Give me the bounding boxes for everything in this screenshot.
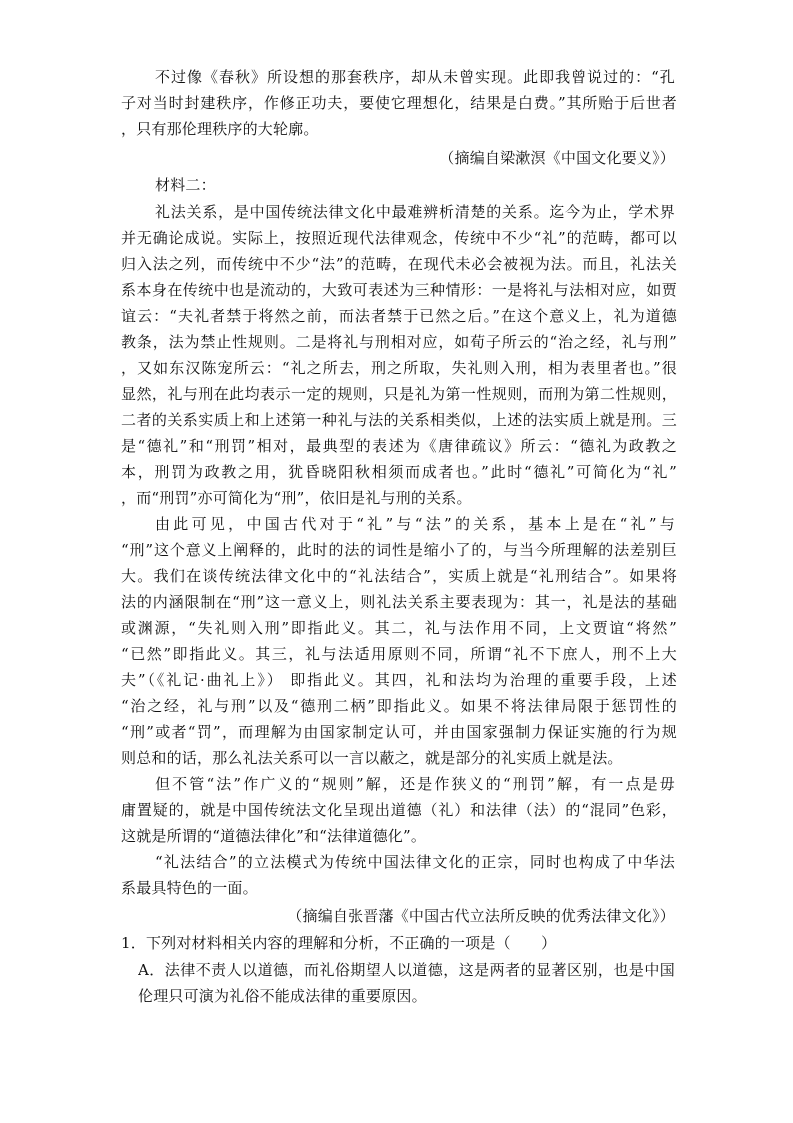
paragraph-line-4: 礼法关系，是中国传统法律文化中最难辨析清楚的关系。迄今为止，学术界 [155, 203, 675, 221]
paragraph-line-20: 或渊源，“失礼则入刑”即指此义。其二，礼与法作用不同，上文贾谊“将然” [121, 619, 677, 637]
paragraph-line-3: ，只有那伦理秩序的大轮廓。 [121, 120, 319, 138]
section-heading-material-two: 材料二： [155, 176, 216, 194]
paragraph-line-21: “已然”即指此义。其三，礼与法适用原则不同，所谓“礼不下庶人，刑不上大 [121, 645, 677, 663]
paragraph-line-7: 系本身在传统中也是流动的，大致可表述为三种情形：一是将礼与法相对应，如贾 [121, 281, 677, 299]
paragraph-line-1: 不过像《春秋》所设想的那套秩序，却从未曾实现。此即我曾说过的：“孔 [155, 68, 675, 86]
paragraph-line-22: 夫”（《礼记·曲礼上》） 即指此义。其四，礼和法均为治理的重要手段，上述 [121, 671, 677, 689]
paragraph-line-15: ，而“刑罚”亦可简化为“刑”，依旧是礼与刑的关系。 [121, 489, 472, 507]
paragraph-line-29: “礼法结合”的立法模式为传统中国法律文化的正宗，同时也构成了中华法 [155, 853, 675, 871]
paragraph-line-6: 归入法之列，而传统中不少“法”的范畴，在现代未必会被视为法。而且，礼法关 [121, 255, 677, 273]
question-1-option-a-line-1: A．法律不责人以道德，而礼俗期望人以道德，这是两者的显著区别，也是中国 [138, 961, 675, 979]
paragraph-line-16: 由此可见，中国古代对于“礼”与“法”的关系，基本上是在“礼”与 [155, 515, 675, 533]
paragraph-line-11: 显然，礼与刑在此均表示一定的规则，只是礼为第一性规则，而刑为第二性规则， [121, 385, 677, 403]
paragraph-line-14: 本，刑罚为政教之用，犹昏晓阳秋相须而成者也。”此时“德礼”可简化为“礼” [121, 463, 677, 481]
paragraph-line-10: ，又如东汉陈宠所云：“礼之所去，刑之所取，失礼则入刑，相为表里者也。”很 [121, 359, 677, 377]
paragraph-line-25: 则总和的话，那么礼法关系可以一言以蔽之，就是部分的礼实质上就是法。 [121, 749, 623, 767]
question-1-option-a-line-2: 伦理只可演为礼俗不能成法律的重要原因。 [138, 987, 427, 1005]
paragraph-line-19: 法的内涵限制在“刑”这一意义上，则礼法关系主要表现为：其一，礼是法的基础 [121, 593, 677, 611]
paragraph-line-18: 大。我们在谈传统法律文化中的“礼法结合”，实质上就是“礼刑结合”。如果将 [121, 567, 677, 585]
paragraph-line-9: 教条，法为禁止性规则。二是将礼与刑相对应，如荀子所云的“治之经，礼与刑” [121, 333, 677, 351]
paragraph-line-28: 这就是所谓的“道德法律化”和“法律道德化”。 [121, 827, 427, 845]
paragraph-line-23: “治之经，礼与刑”以及“德刑二柄”即指此义。如果不将法律局限于惩罚性的 [121, 697, 677, 715]
source-citation-1: （摘编自梁漱溟《中国文化要义》） [439, 149, 675, 167]
paragraph-line-12: 二者的关系实质上和上述第一种礼与法的关系相类似，上述的法实质上就是刑。三 [121, 411, 677, 429]
paragraph-line-30: 系最具特色的一面。 [121, 879, 258, 897]
paragraph-line-17: “刑”这个意义上阐释的，此时的法的词性是缩小了的，与当今所理解的法差别巨 [121, 541, 677, 559]
paragraph-line-13: 是“德礼”和“刑罚”相对，最典型的表述为《唐律疏议》所云：“德礼为政教之 [121, 437, 677, 455]
source-citation-2: （摘编自张晋藩《中国古代立法所反映的优秀法律文化》） [287, 907, 675, 925]
question-1-stem: 1．下列对材料相关内容的理解和分析，不正确的一项是（ ） [121, 934, 557, 952]
paragraph-line-5: 并无确论成说。实际上，按照近现代法律观念，传统中不少“礼”的范畴，都可以 [121, 229, 677, 247]
paragraph-line-24: “刑”或者“罚”，而理解为由国家制定认可，并由国家强制力保证实施的行为规 [121, 723, 677, 741]
paragraph-line-27: 庸置疑的，就是中国传统法文化呈现出道德（礼）和法律（法）的“混同”色彩， [121, 801, 677, 819]
paragraph-line-8: 谊云：“夫礼者禁于将然之前，而法者禁于已然之后。”在这个意义上，礼为道德 [121, 307, 677, 325]
paragraph-line-26: 但不管“法”作广义的“规则”解，还是作狭义的“刑罚”解，有一点是毋 [155, 775, 675, 793]
paragraph-line-2: 子对当时封建秩序，作修正功夫，要使它理想化，结果是白费。”其所贻于后世者 [121, 94, 677, 112]
